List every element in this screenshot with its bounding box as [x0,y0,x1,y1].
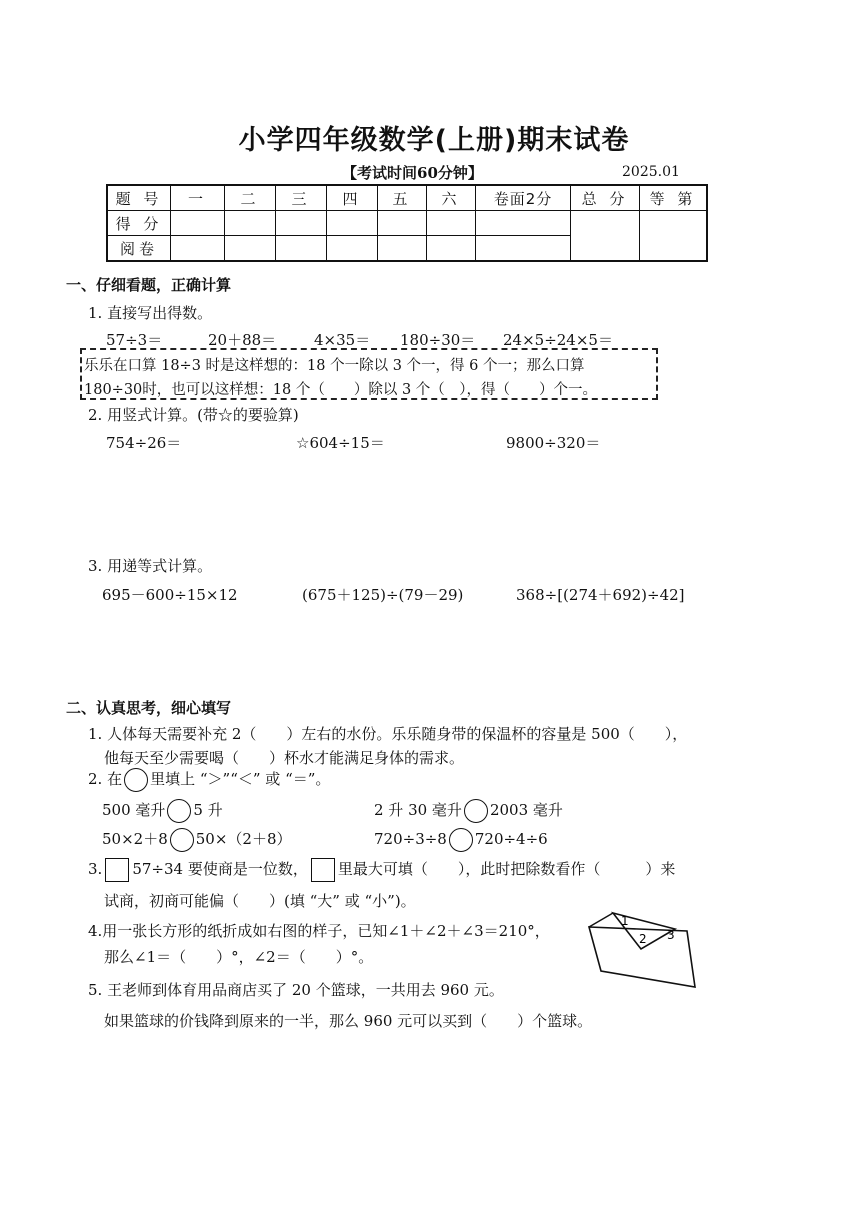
s2-q3-part-2: 里最大可填（ ），此时把除数看作（ ）来 [337,860,676,878]
s2-q2-prefix: 2. 在 [88,770,123,788]
score-col-header: 等 第 [640,185,708,211]
score-cell [476,211,571,236]
compare-item [374,799,563,823]
vertical-calc-item: 754÷26＝ [106,434,182,452]
score-cell [171,211,225,236]
score-row-label: 阅卷 [107,236,171,262]
exam-time: 【考试时间60分钟】 [342,164,483,182]
total-score-cell [571,211,640,262]
score-cell [276,211,327,236]
compare-item [374,828,548,852]
step-calc-item: 695－600÷15×12 [102,586,238,604]
score-cell [225,211,276,236]
compare-left: 720÷3÷8 [374,830,447,848]
s2-q3-part-1: 57÷34 要使商是一位数， [132,860,308,878]
digit-box-icon[interactable] [105,858,129,882]
section2-heading: 二、认真思考，细心填写 [66,699,232,717]
angle-label: 1 [621,914,629,928]
hint-line-1: 乐乐在口算 18÷3 时是这样想的：18 个一除以 3 个一，得 6 个一；那么口算 [84,358,585,374]
score-cell [378,236,427,262]
s2-q5-line-2: 如果篮球的价钱降到原来的一半，那么 960 元可以买到（ ）个篮球。 [104,1012,593,1030]
q2-label: 2. 用竖式计算。(带☆的要验算) [88,406,299,424]
grade-cell [640,211,708,262]
score-col-header: 总 分 [571,185,640,211]
compare-circle-icon[interactable] [170,828,194,852]
score-col-header: 五 [378,185,427,211]
score-cell [476,236,571,262]
mental-calc-item: 20＋88＝ [208,331,277,349]
section1-heading: 一、仔细看题，正确计算 [66,276,232,294]
compare-circle-icon[interactable] [464,799,488,823]
score-col-header: 卷面2分 [476,185,571,211]
s2-q4-line-1: 4.用一张长方形的纸折成如右图的样子，已知∠1＋∠2＋∠3＝210°， [88,922,550,940]
s2-q1-line-2: 他每天至少需要喝（ ）杯水才能满足身体的需求。 [104,749,465,767]
s2-q3-line-2: 试商，初商可能偏（ ）(填 “大” 或 “小”)。 [104,892,416,910]
compare-left: 2 升 30 毫升 [374,801,462,819]
s2-q3-line-1 [88,858,675,882]
angle-label: 3 [667,928,675,942]
q3-label: 3. 用递等式计算。 [88,557,213,575]
mental-calc-item: 57÷3＝ [106,331,163,349]
digit-box-icon[interactable] [311,858,335,882]
s2-q3-number: 3. [88,860,103,878]
exam-date: 2025.01 [622,164,680,180]
mental-calc-item: 180÷30＝ [400,331,476,349]
score-cell [327,236,378,262]
score-cell [378,211,427,236]
s2-q4-line-2: 那么∠1＝（ ）°，∠2＝（ ）°。 [104,948,374,966]
score-col-header: 六 [427,185,476,211]
s2-q2-suffix: 里填上 “＞”“＜” 或 “＝”。 [150,770,331,788]
compare-right: 50×（2＋8） [195,830,292,848]
hint-line-2: 180÷30时，也可以这样想：18 个（ ）除以 3 个（ ），得（ ）个一。 [84,382,598,398]
score-cell [276,236,327,262]
s2-q2-line [88,768,330,792]
step-calc-item: 368÷[(274＋692)÷42] [516,586,685,604]
compare-circle-icon [124,768,148,792]
compare-right: 2003 毫升 [489,801,563,819]
folded-paper-figure [583,909,703,991]
step-calc-item: (675＋125)÷(79－29) [302,586,464,604]
score-col-header: 三 [276,185,327,211]
score-cell [225,236,276,262]
score-cell [327,211,378,236]
score-col-header: 一 [171,185,225,211]
angle-label: 2 [639,932,647,946]
score-cell [171,236,225,262]
compare-right: 5 升 [193,801,223,819]
score-cell [427,211,476,236]
compare-left: 50×2＋8 [102,830,168,848]
score-table [106,184,708,262]
compare-circle-icon[interactable] [167,799,191,823]
s2-q1-line-1: 1. 人体每天需要补充 2（ ）左右的水份。乐乐随身带的保温杯的容量是 500（ ）， [88,725,688,743]
score-cell [427,236,476,262]
page-title: 小学四年级数学(上册)期末试卷 [238,125,630,156]
compare-item [102,828,292,852]
mental-calc-item: 24×5÷24×5＝ [503,331,613,349]
q1-label: 1. 直接写出得数。 [88,304,213,322]
compare-item [102,799,223,823]
compare-circle-icon[interactable] [449,828,473,852]
score-col-header: 四 [327,185,378,211]
mental-calc-item: 4×35＝ [314,331,371,349]
fold-edge [589,913,613,927]
score-row-label: 题 号 [107,185,171,211]
compare-left: 500 毫升 [102,801,166,819]
score-col-header: 二 [225,185,276,211]
s2-q5-line-1: 5. 王老师到体育用品商店买了 20 个篮球，一共用去 960 元。 [88,981,504,999]
compare-right: 720÷4÷6 [474,830,548,848]
vertical-calc-item: ☆604÷15＝ [296,434,385,452]
vertical-calc-item: 9800÷320＝ [506,434,601,452]
score-row-label: 得 分 [107,211,171,236]
